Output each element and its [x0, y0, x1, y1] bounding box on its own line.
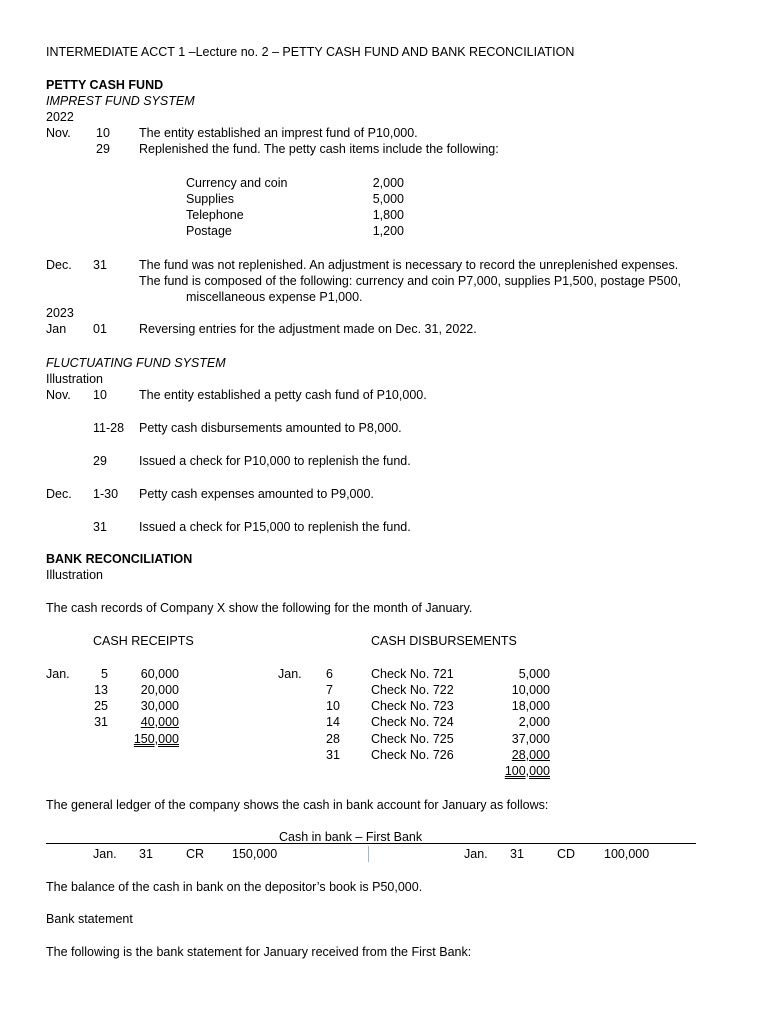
bank-rec-heading: BANK RECONCILIATION	[46, 552, 193, 566]
dec-31-line-1: The fund was not replenished. An adjustment is necessary to record the unreplenished expenses.	[139, 258, 679, 272]
receipt-amount: 20,000	[140, 683, 179, 697]
year-2023: 2023	[46, 306, 74, 320]
jan-month: Jan	[46, 322, 67, 336]
bank-statement-heading: Bank statement	[46, 912, 133, 926]
disb-check: Check No. 722	[371, 683, 454, 697]
disb-check: Check No. 726	[371, 748, 454, 762]
petty-item-label: Telephone	[186, 208, 244, 222]
nov-month: Nov.	[46, 126, 71, 140]
fluct-text: Issued a check for P10,000 to replenish the fund.	[139, 454, 411, 468]
dec-31-line-3: miscellaneous expense P1,000.	[186, 290, 363, 304]
fluct-day: 11-28	[93, 421, 125, 435]
disb-check: Check No. 721	[371, 667, 454, 681]
fluct-text: Petty cash expenses amounted to P9,000.	[139, 487, 374, 501]
disb-amount: 37,000	[511, 732, 550, 746]
petty-cash-heading: PETTY CASH FUND	[46, 78, 164, 92]
disb-month: Jan.	[278, 667, 302, 681]
nov-10-text: The entity established an imprest fund of P10,000.	[139, 126, 418, 140]
fluctuating-illustration: Illustration	[46, 372, 103, 386]
receipt-day: 13	[94, 683, 108, 697]
receipt-day: 31	[94, 715, 108, 729]
fluct-day: 31	[93, 520, 107, 534]
jan-day-01: 01	[93, 322, 107, 336]
ledger-debit-amount: 150,000	[232, 847, 278, 861]
fluct-day: 29	[93, 454, 107, 468]
disb-amount: 28,000	[511, 748, 550, 762]
petty-item-value: 1,800	[372, 208, 404, 222]
balance-text: The balance of the cash in bank on the depositor’s book is P50,000.	[46, 880, 423, 894]
ledger-account-title: Cash in bank – First Bank	[279, 830, 423, 844]
petty-item-label: Currency and coin	[186, 176, 288, 190]
ledger-debit-day: 31	[139, 847, 153, 861]
fluct-month: Nov.	[46, 388, 71, 402]
ledger-debit-ref: CR	[186, 847, 205, 861]
disbursements-total: 100,000	[504, 764, 550, 778]
cash-disbursements-header: CASH DISBURSEMENTS	[371, 634, 517, 648]
year-2022: 2022	[46, 110, 74, 124]
fluct-day: 1-30	[93, 487, 119, 501]
disb-day: 31	[326, 748, 340, 762]
ledger-credit-ref: CD	[557, 847, 576, 861]
disb-check: Check No. 724	[371, 715, 454, 729]
disb-day: 28	[326, 732, 340, 746]
receipts-total: 150,000	[133, 732, 179, 746]
bank-intro: The cash records of Company X show the following for the month of January.	[46, 601, 473, 615]
disb-amount: 10,000	[511, 683, 550, 697]
petty-item-label: Postage	[186, 224, 232, 238]
dec-day-31: 31	[93, 258, 107, 272]
ledger-credit-amount: 100,000	[604, 847, 650, 861]
ledger-divider	[368, 846, 369, 862]
dec-31-line-2: The fund is composed of the following: currency and coin P7,000, supplies P1,500, postage P500,	[139, 274, 682, 288]
disb-day: 6	[326, 667, 333, 681]
disb-amount: 2,000	[518, 715, 550, 729]
receipt-day: 5	[101, 667, 108, 681]
receipt-day: 25	[94, 699, 108, 713]
fluct-day: 10	[93, 388, 107, 402]
petty-item-value: 5,000	[372, 192, 404, 206]
nov-day-29: 29	[96, 142, 110, 156]
petty-item-value: 1,200	[372, 224, 404, 238]
ledger-debit-month: Jan.	[93, 847, 117, 861]
disb-amount: 18,000	[511, 699, 550, 713]
petty-item-label: Supplies	[186, 192, 234, 206]
fluct-month: Dec.	[46, 487, 72, 501]
nov-29-text: Replenished the fund. The petty cash items include the following:	[139, 142, 499, 156]
disb-check: Check No. 723	[371, 699, 454, 713]
disb-check: Check No. 725	[371, 732, 454, 746]
cash-receipts-header: CASH RECEIPTS	[93, 634, 194, 648]
ledger-credit-month: Jan.	[464, 847, 488, 861]
fluct-text: The entity established a petty cash fund of P10,000.	[139, 388, 427, 402]
bank-statement-intro: The following is the bank statement for January received from the First Bank:	[46, 945, 472, 959]
jan-01-text: Reversing entries for the adjustment made on Dec. 31, 2022.	[139, 322, 477, 336]
disb-day: 7	[326, 683, 333, 697]
ledger-rule	[46, 843, 696, 844]
receipt-amount: 60,000	[140, 667, 179, 681]
document-title: INTERMEDIATE ACCT 1 –Lecture no. 2 – PETTY CASH FUND AND BANK RECONCILIATION	[46, 45, 575, 59]
imprest-subheading: IMPREST FUND SYSTEM	[46, 94, 195, 108]
disb-amount: 5,000	[518, 667, 550, 681]
receipts-month: Jan.	[46, 667, 70, 681]
dec-month: Dec.	[46, 258, 72, 272]
disb-day: 14	[326, 715, 340, 729]
fluct-text: Issued a check for P15,000 to replenish the fund.	[139, 520, 411, 534]
disb-day: 10	[326, 699, 340, 713]
ledger-credit-day: 31	[510, 847, 524, 861]
receipt-amount: 30,000	[140, 699, 179, 713]
receipt-amount: 40,000	[140, 715, 179, 729]
petty-item-value: 2,000	[372, 176, 404, 190]
nov-day-10: 10	[96, 126, 110, 140]
fluct-text: Petty cash disbursements amounted to P8,000.	[139, 421, 402, 435]
bank-rec-illustration: Illustration	[46, 568, 103, 582]
ledger-intro: The general ledger of the company shows the cash in bank account for January as follows:	[46, 798, 549, 812]
fluctuating-heading: FLUCTUATING FUND SYSTEM	[46, 356, 226, 370]
